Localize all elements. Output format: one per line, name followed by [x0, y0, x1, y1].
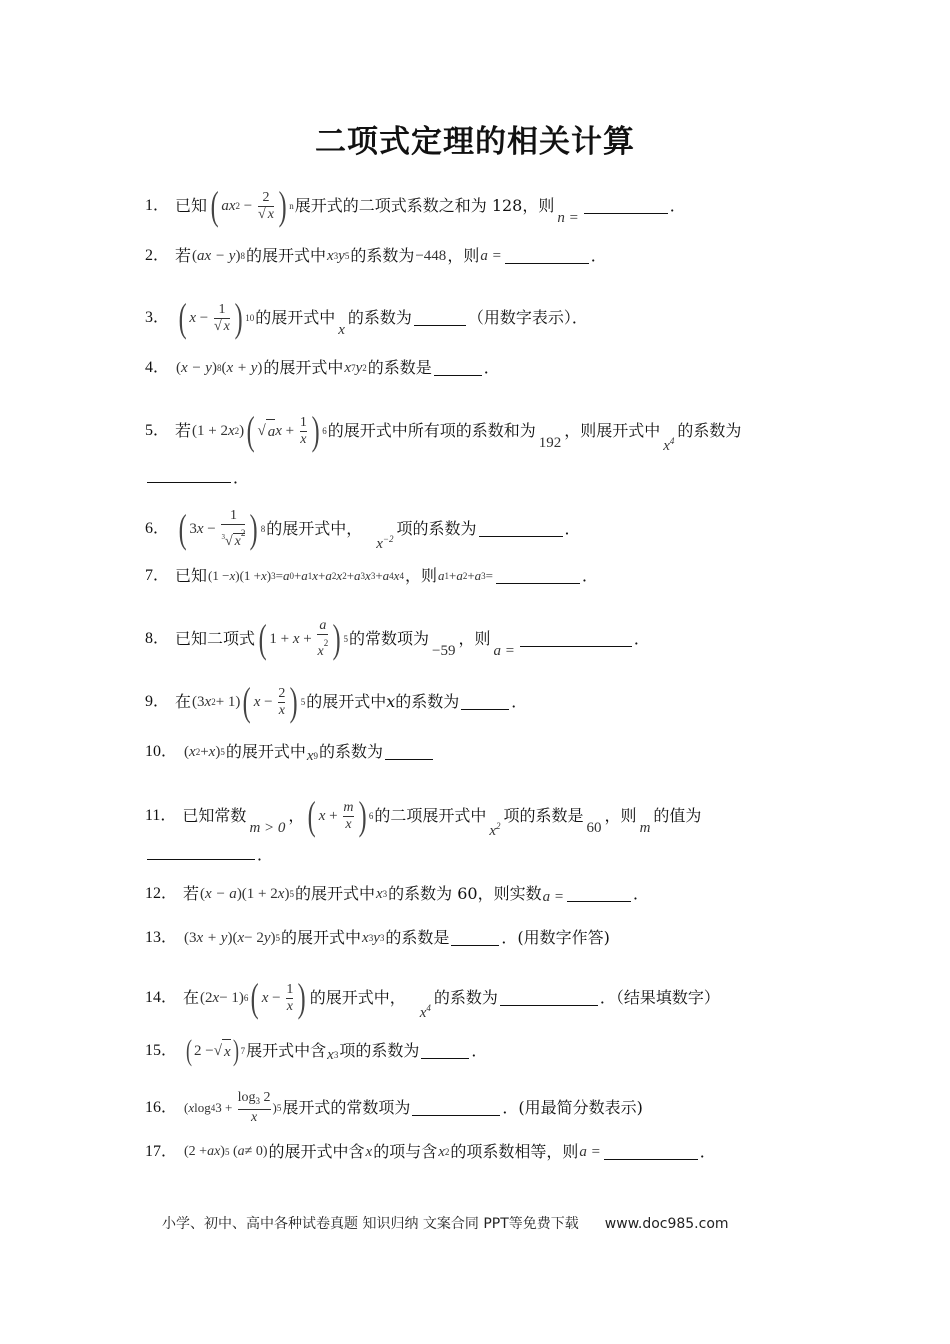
question-8: 8． 已知二项式 ( 1 + x + $\frac{a}{x^2}$ ) 5 的常数项为 −59 ，则 a = ．: [145, 616, 650, 661]
math-expression: ( x log 4 3 + $\frac{\log_3 2}{x}$ ) 5: [184, 1090, 282, 1125]
answer-blank[interactable]: [479, 522, 563, 537]
question-1: 1． 已知 ( ax 2 − $\frac{2}{√ x}$ ) n 展开式的二项式系数之和为 128，则 n = ．: [145, 183, 686, 228]
math-expression: (2 + ax ) 5 ( a ≠ 0): [184, 1144, 268, 1159]
question-number: 9．: [145, 693, 170, 710]
question-number: 1．: [145, 197, 170, 214]
answer-blank[interactable]: [520, 632, 632, 647]
question-number: 14．: [145, 989, 178, 1006]
math-expression: ( 3 x − $\frac{1}{^3√ x^2}$ ) 8: [178, 506, 266, 551]
question-15: 15． ( 2 − √ x ) 7 展开式中含 x 3 项的系数为 ．: [145, 1034, 488, 1067]
math-expression: (1 + 2 x 2 ) ( √ a x + $\frac{1}{x}$ ) 6: [192, 408, 327, 453]
question-13: 13． (3 x + y )( x − 2 y ) 5 的展开式中 x 3 y 3 的系数是 ．(用数字作答): [145, 926, 825, 950]
question-number: 2．: [145, 247, 170, 264]
math-expression: ( x − a )(1 + 2 x ) 5: [200, 886, 294, 902]
footer-url[interactable]: www.doc985.com: [604, 1216, 729, 1232]
question-number: 7．: [145, 567, 170, 584]
question-number: 6．: [145, 520, 170, 537]
question-number: 13．: [145, 929, 178, 946]
answer-blank[interactable]: [412, 1101, 500, 1116]
math-expression: ( x 2 + x ) 5: [184, 744, 225, 760]
question-11: 11． 已知常数 m > 0 ， ( x + $\frac{m}{x}$ ) 6 的二项展开式中 $x^2$ 项的系数是 60 ，则 m 的值为: [145, 793, 702, 839]
question-3: 3． ( x − $\frac{1}{√ x}$ ) 10 的展开式中 x 的系数为 （用数字表示）．: [145, 295, 588, 340]
question-number: 10．: [145, 743, 178, 760]
question-6: 6． ( 3 x − $\frac{1}{^3√ x^2}$ ) 8 的展开式中， $x^{-2}$ 项的系数为 ．: [145, 506, 581, 552]
answer-blank[interactable]: [414, 311, 466, 326]
answer-blank[interactable]: [496, 569, 580, 584]
question-number: 17．: [145, 1143, 178, 1160]
math-expression: (3 x 2 + 1) ( x − $\frac{2}{x}$ ) 5: [192, 679, 306, 724]
answer-blank[interactable]: [451, 931, 499, 946]
answer-blank[interactable]: [584, 199, 668, 214]
question-2: 2． 若 ( ax − y ) 8 的展开式中 x 3 y 5 的系数为 −448 ，则 a = ．: [145, 244, 825, 268]
math-expression: (3 x + y )( x − 2 y ) 5: [184, 930, 281, 946]
question-9: 9． 在 (3 x 2 + 1) ( x − $\frac{2}{x}$ ) 5 的展开式中 x 的系数为 ．: [145, 679, 528, 724]
math-expression: ( 1 + x + $\frac{a}{x^2}$ ) 5: [258, 616, 349, 661]
question-4: 4． ( x − y ) 8 ( x + y ) 的展开式中 x 7 y 2 的系数是 ．: [145, 356, 825, 380]
question-17: 17． (2 + ax ) 5 ( a ≠ 0) 的展开式中含 x 的项与含 x 2 的项系数相等，则 a = ．: [145, 1140, 825, 1164]
answer-blank[interactable]: [500, 991, 598, 1006]
page-title: 二项式定理的相关计算: [315, 124, 635, 160]
question-5: 5． 若 (1 + 2 x 2 ) ( √ a x + $\frac{1}{x}$ ) 6 的展开式中所有项的系数和为 192 ，则展开式中 $x^4$ 的系数为: [145, 408, 742, 454]
answer-blank[interactable]: [604, 1145, 698, 1160]
math-expression: ( x − $\frac{1}{√ x}$ ) 10: [178, 295, 255, 340]
question-number: 4．: [145, 359, 170, 376]
question-14: 14． 在 (2 x − 1) 6 ( x − $\frac{1}{x}$ ) 的展开式中， $x^4$ 的系数为 ．（结果填数字）: [145, 975, 720, 1021]
answer-blank[interactable]: [147, 845, 255, 860]
question-12: 12． 若 ( x − a )(1 + 2 x ) 5 的展开式中 x 3 的系数为 60，则实数 a = ．: [145, 884, 649, 905]
answer-blank[interactable]: [385, 745, 433, 760]
math-expression: ( x − y ) 8 ( x + y ): [176, 360, 263, 376]
question-number: 3．: [145, 309, 170, 326]
answer-blank[interactable]: [421, 1044, 469, 1059]
math-expression: ( x + $\frac{m}{x}$ ) 6: [308, 793, 374, 838]
answer-blank[interactable]: [434, 361, 482, 376]
question-number: 15．: [145, 1042, 178, 1059]
math-expression: ( 2 − √ x ) 7: [186, 1034, 246, 1067]
math-expression: ( ax − y ) 8: [192, 248, 245, 264]
question-7: 7． 已知 (1 − x )(1 + x ) 3 = a 0 + a 1 x + a 2 x 2 + a 3 x 3 + a 4 x 4 ，则 a 1 + a 2 + a 3 = ．: [145, 564, 825, 588]
answer-blank[interactable]: [567, 887, 631, 902]
answer-blank[interactable]: [505, 249, 589, 264]
math-expression: (2 x − 1) 6 ( x − $\frac{1}{x}$ ): [200, 975, 307, 1020]
footer: [162, 1213, 729, 1233]
question-number: 11．: [145, 807, 177, 824]
question-number: 16．: [145, 1099, 178, 1116]
math-expression: (1 − x )(1 + x ) 3 = a 0 + a 1 x + a 2 x 2 + a 3 x 3 + a 4 x 4: [208, 568, 404, 583]
answer-blank[interactable]: [461, 695, 509, 710]
answer-blank[interactable]: [147, 468, 231, 483]
question-number: 12．: [145, 885, 178, 902]
footer-text: 小学、初中、高中各种试卷真题 知识归纳 文案合同 PPT等免费下载: [162, 1216, 579, 1232]
math-expression: ( ax 2 − $\frac{2}{√ x}$ ) n: [210, 183, 294, 228]
question-10: 10． ( x 2 + x ) 5 的展开式中 x 9 的系数为: [145, 740, 825, 764]
question-16: 16． ( x log 4 3 + $\frac{\log_3 2}{x}$ ) 5 展开式的常数项为 ．(用最简分数表示): [145, 1090, 643, 1125]
question-number: 5．: [145, 422, 170, 439]
question-number: 8．: [145, 630, 170, 647]
